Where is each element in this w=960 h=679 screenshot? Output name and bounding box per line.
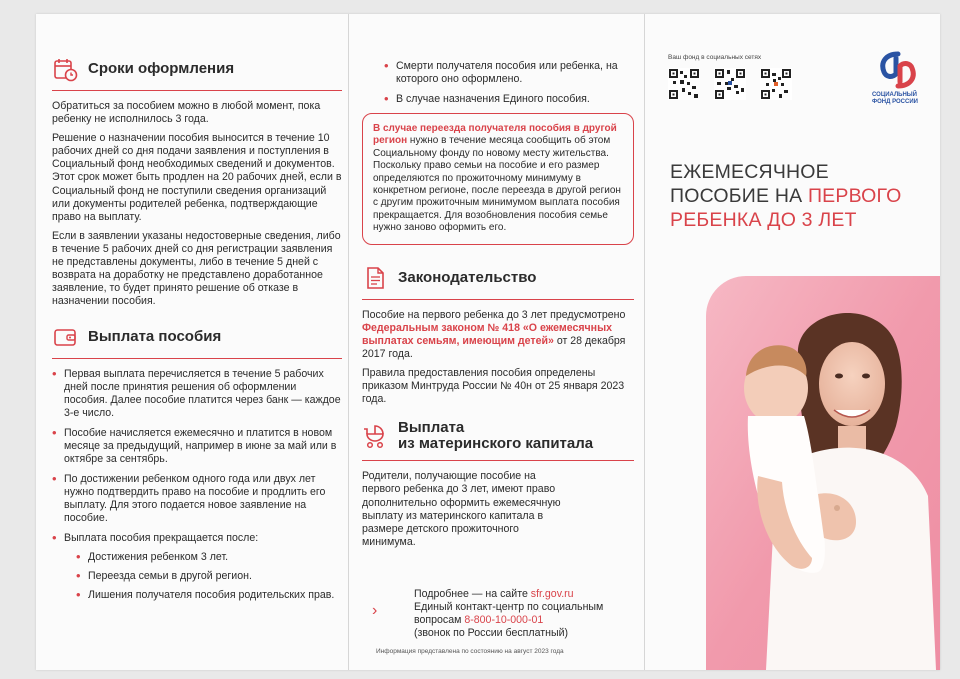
terms-paragraph-2: Решение о назначении пособия выносится в течение 10 рабочих дней со дня подачи заявления и поступления в Социальный фонд необходимых сведений и документов. Этот срок может быть продлен на 20 рабочих дней, если в Социальный фонд не поступили сведения организаций или документы родителей ребенка, подтверждающие право на выплату. [52, 132, 342, 223]
title-line: ЕЖЕМЕСЯЧНОЕ [670, 161, 829, 183]
list-item-text: Выплата пособия прекращается после: [64, 532, 259, 545]
sfr-logo-text [872, 92, 918, 106]
list-item: • Достижения ребенком 3 лет. [76, 551, 342, 564]
brochure-title [670, 160, 902, 232]
section-divider [52, 358, 342, 359]
relocation-notice-box [362, 113, 634, 245]
footnote: Информация представлена по состоянию на август 2023 года [376, 648, 564, 655]
qr-code-icon[interactable] [668, 68, 700, 100]
relocation-highlight: В случае переезда получателя пособия в другой регион [373, 123, 617, 147]
document-icon [362, 265, 388, 291]
qr-code-icon[interactable] [714, 68, 746, 100]
logo-text-line: СОЦИАЛЬНЫЙ [872, 92, 917, 98]
contact-block [372, 588, 634, 640]
list-item: • По достижении ребенком одного года или двух лет нужно подтвердить право на пособие и продлить его выплату. Для этого подается новое заявление на пособие. [52, 473, 342, 525]
list-item [52, 532, 342, 602]
middle-panel [362, 14, 634, 670]
maternity-title [398, 420, 593, 452]
payment-section-header [52, 324, 342, 350]
social-caption: Ваш фонд в социальных сетях [668, 54, 762, 61]
title-line: ПОСОБИЕ НА [670, 185, 808, 207]
payment-title: Выплата пособия [88, 328, 222, 346]
payment-list [52, 368, 342, 602]
termination-list-continued [362, 60, 634, 106]
site-link[interactable]: sfr.gov.ru [530, 588, 574, 600]
phone-link[interactable]: 8-800-10-000-01 [464, 614, 544, 626]
maternity-title-line: Выплата [398, 419, 465, 437]
termination-list [76, 551, 342, 602]
fold-line [348, 14, 349, 670]
sfr-logo-icon [876, 50, 920, 90]
list-item: • Пособие начисляется ежемесячно и платится в новом месяце за предыдущий, например в июне за май или в октябре за сентябрь. [52, 427, 342, 466]
terms-paragraph-1: Обратиться за пособием можно в любой момент, пока ребенку не исполнилось 3 года. [52, 100, 321, 126]
qr-code-icon[interactable] [760, 68, 792, 100]
contact-text: Подробнее — на сайте [414, 588, 531, 600]
law-paragraph-1 [362, 309, 634, 361]
law-text: Пособие на первого ребенка до 3 лет предусмотрено [362, 308, 626, 321]
contact-free-note: (звонок по России бесплатный) [414, 627, 569, 639]
chevron-right-icon: › [372, 602, 378, 619]
list-item: • В случае назначения Единого пособия. [384, 93, 634, 106]
federal-law-link[interactable]: Федеральным законом № 418 «О ежемесячных выплатах семьям, имеющим детей» [362, 321, 613, 347]
fold-line [644, 14, 645, 670]
list-item: • Переезда семьи в другой регион. [76, 570, 342, 583]
calendar-clock-icon [52, 56, 78, 82]
stroller-icon [362, 423, 388, 449]
mother-and-baby-photo [706, 276, 940, 670]
title-highlight: РЕБЕНКА ДО 3 ЛЕТ [670, 209, 857, 231]
list-item: • Смерти получателя пособия или ребенка, на которого оно оформлено. [384, 60, 634, 86]
terms-paragraph-3: Если в заявлении указаны недостоверные сведения, либо в течение 5 рабочих дней со дня регистрации заявления не представлены документы, либо в течение 5 дней с возврата на доработку не представлено доработанное заявление, то будет принято решение об отказе в назначении пособия. [52, 229, 341, 308]
terms-section-header [52, 56, 342, 82]
logo-text-line: ФОНД РОССИИ [872, 99, 918, 105]
law-text: от 28 декабря 2017 года. [362, 334, 626, 360]
section-divider [362, 299, 634, 300]
wallet-icon [52, 324, 78, 350]
right-panel [650, 14, 940, 670]
list-item: • Лишения получателя пособия родительских прав. [76, 589, 342, 602]
relocation-text: нужно в течение месяца сообщить об этом Социальному фонду по новому месту жительства. Поскольку право семьи на пособие и его размер определяются по прожиточному минимуму в конкретном регионе, после переезда в другой регион с другим прожиточным минимумом выплата пособия прекращается. Для возобновления пособия семье нужно заново оформить его. [373, 135, 621, 234]
title-highlight: ПЕРВОГО [807, 185, 902, 207]
qr-codes [668, 68, 792, 100]
law-title: Законодательство [398, 268, 537, 286]
maternity-text: Родители, получающие пособие на первого ребенка до 3 лет, имеют право дополнительно оформить ежемесячную выплату из материнского капитала в размере детского прожиточного минимума. [362, 470, 561, 548]
terms-title: Сроки оформления [88, 60, 235, 77]
maternity-section-header [362, 420, 634, 452]
left-panel [52, 14, 342, 670]
law-section-header [362, 265, 634, 291]
section-divider [52, 90, 342, 91]
law-paragraph-2: Правила предоставления пособия определены приказом Минтруда России № 40н от 25 января 2023 года. [362, 367, 625, 406]
section-divider [362, 460, 634, 461]
maternity-title-line: из материнского капитала [398, 435, 594, 453]
contact-text: Единый контакт-центр по социальным вопросам [414, 601, 604, 626]
list-item: • Первая выплата перечисляется в течение 5 рабочих дней после принятия решения об оформлении пособия. Далее пособие платится через банк — каждое 3-е число. [52, 368, 342, 420]
